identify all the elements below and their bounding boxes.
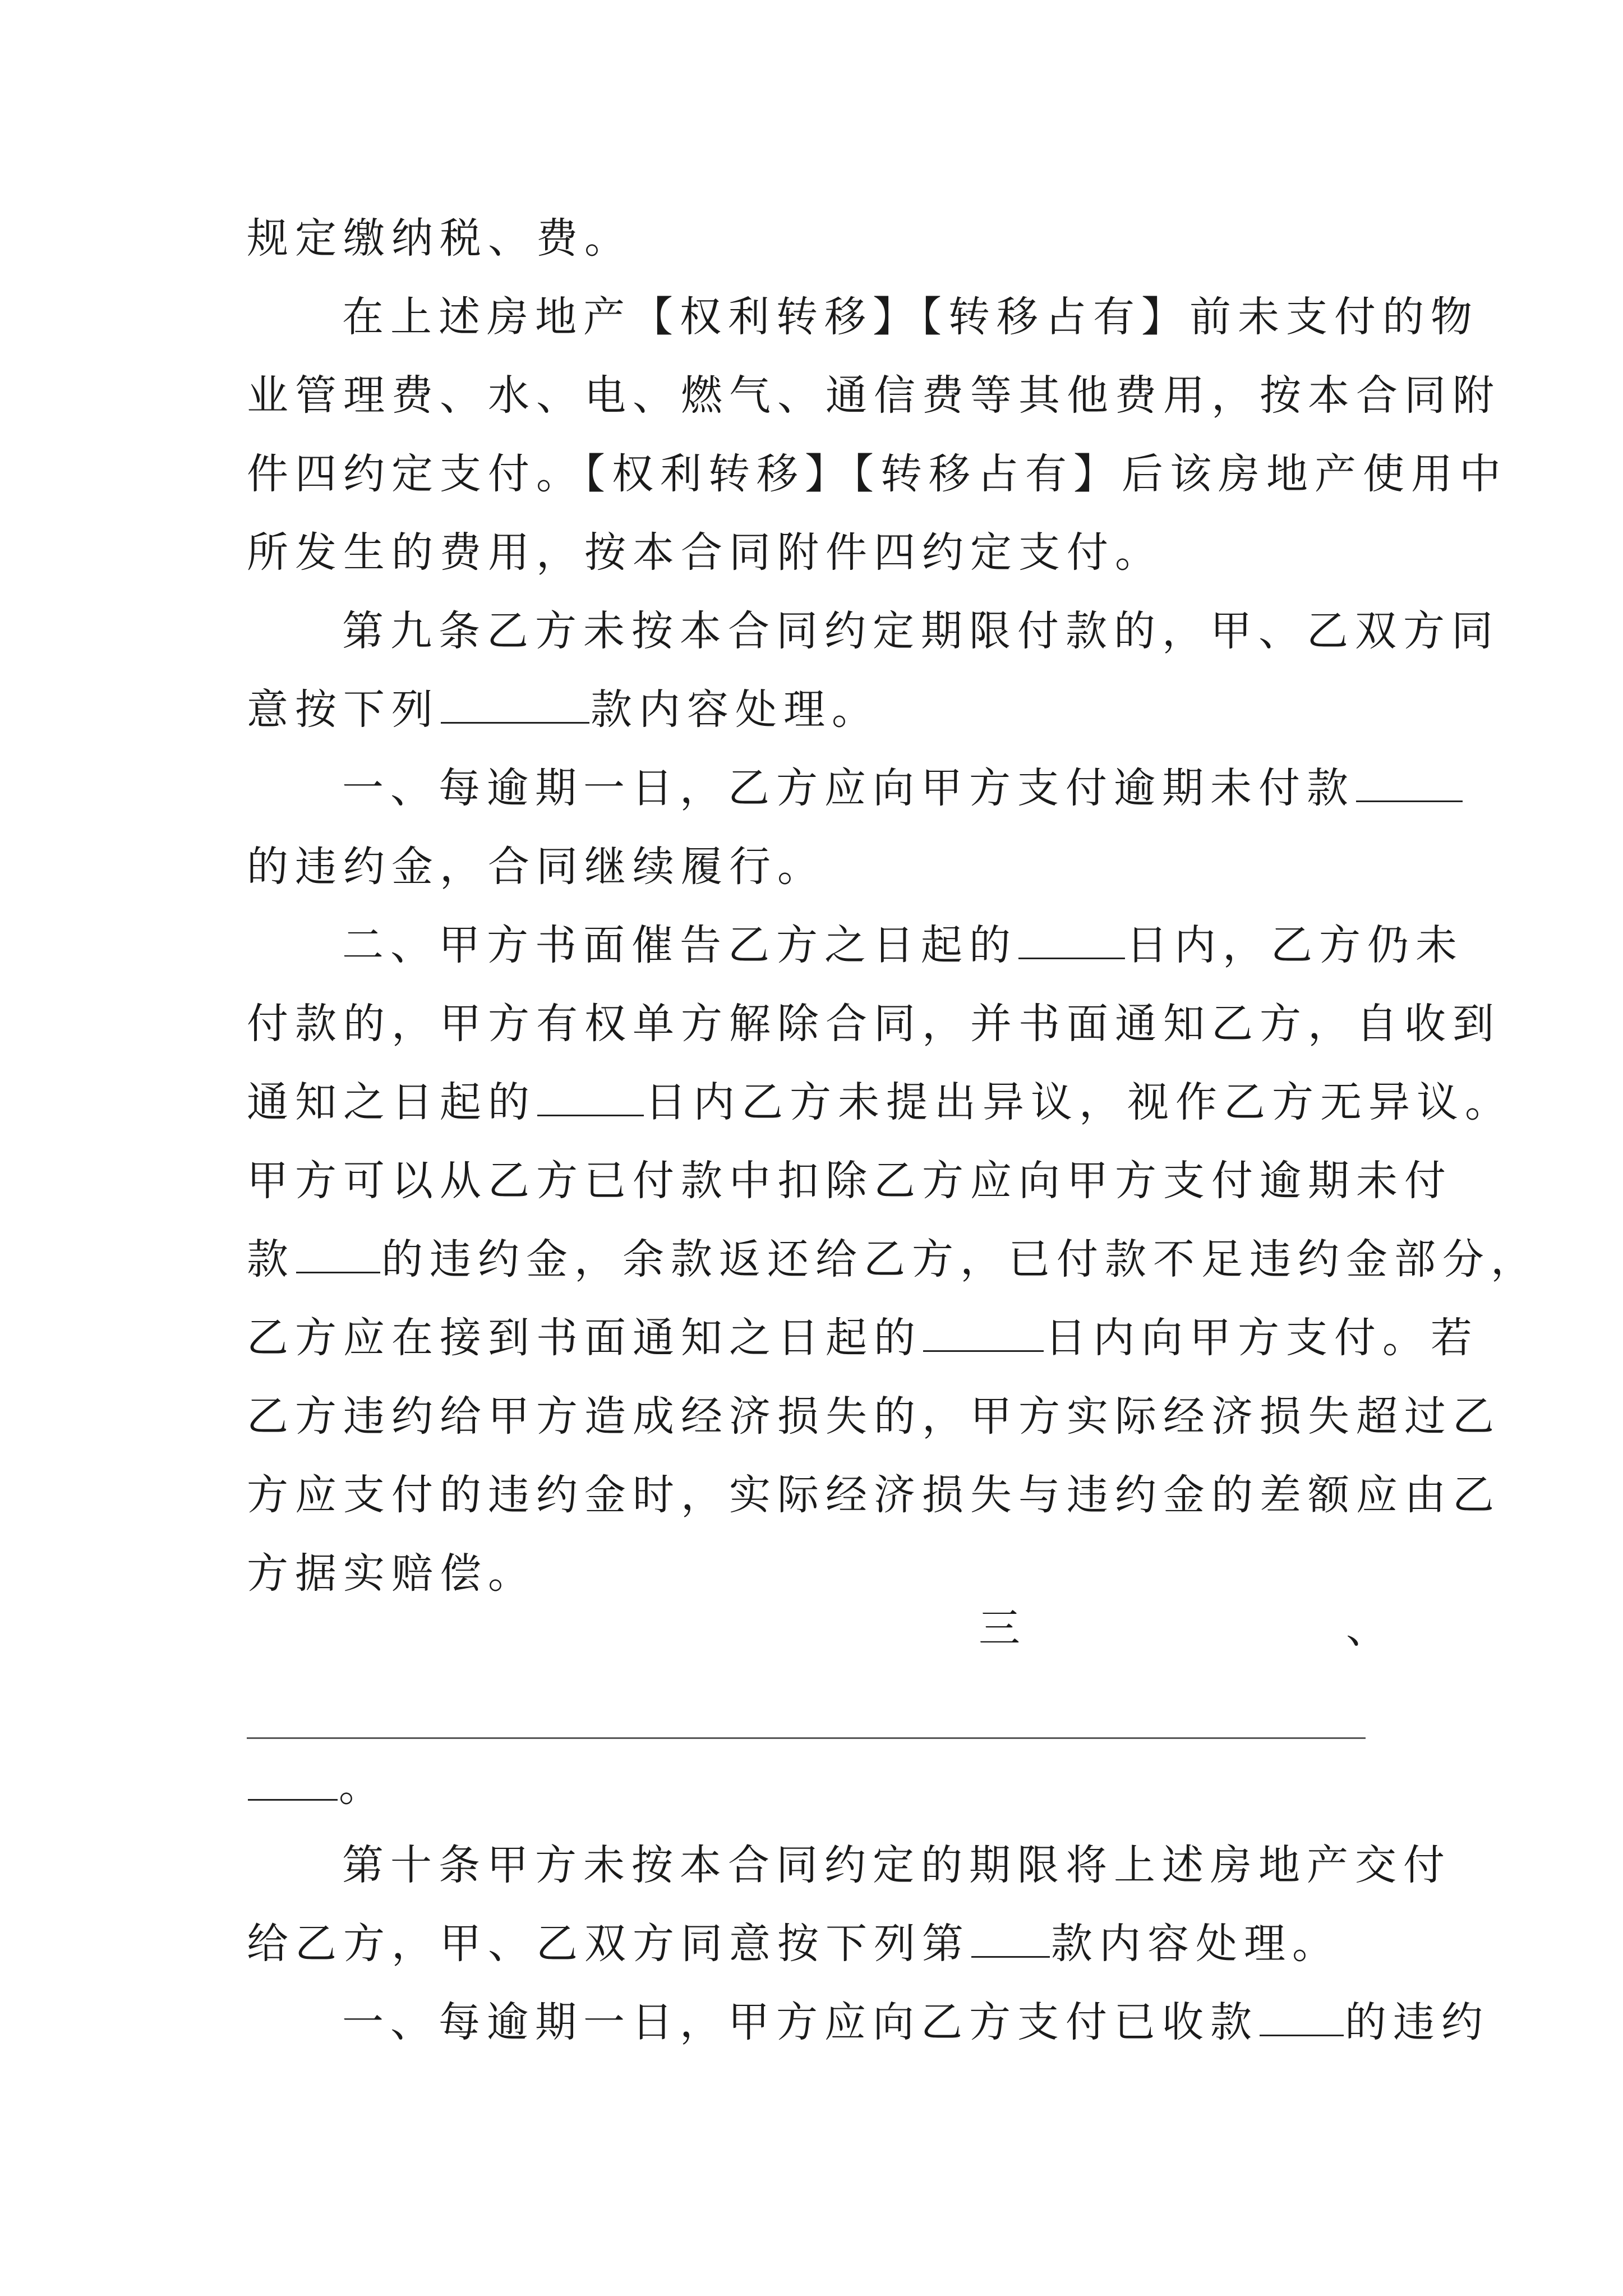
line-text: 规定缴纳税、费。 xyxy=(247,214,633,263)
text-line xyxy=(247,1467,1501,1523)
fill-in-blank[interactable] xyxy=(1260,1999,1344,2036)
line-text: 第九条乙方未按本合同约定期限付款的，甲、乙双方同 xyxy=(342,607,1500,655)
fill-in-blank[interactable] xyxy=(296,1236,380,1273)
enumeration-comma xyxy=(1346,1600,1623,1657)
text-line xyxy=(247,524,1385,581)
fill-in-blank[interactable] xyxy=(1356,765,1463,802)
text-line xyxy=(247,839,1385,895)
line-text: 的违约金，合同继续履行。 xyxy=(247,843,826,891)
line-text: 款 xyxy=(247,1235,295,1283)
line-text: 三 xyxy=(979,1604,1027,1653)
text-line xyxy=(247,1545,1385,1602)
line-text: 乙方违约给甲方造成经济损失的，甲方实际经济损失超过乙 xyxy=(247,1392,1501,1441)
text-line xyxy=(247,446,1507,502)
line-text: 乙方应在接到书面通知之日起的 xyxy=(247,1314,922,1362)
line-text: 在上述房地产【权利转移】【转移占有】前未支付的物 xyxy=(342,293,1479,341)
line-text: 付款的，甲方有权单方解除合同，并书面通知乙方，自收到 xyxy=(247,1000,1501,1048)
text-line xyxy=(247,1388,1501,1444)
text-line xyxy=(342,760,1385,816)
line-text: 给乙方，甲、乙双方同意按下列第 xyxy=(247,1920,970,1968)
fill-in-blank[interactable] xyxy=(248,1763,338,1801)
line-text: 一、每逾期一日，甲方应向乙方支付已收款 xyxy=(342,1998,1258,2046)
line-text: 、 xyxy=(1346,1604,1394,1653)
line-text: 方据实赔偿。 xyxy=(247,1549,536,1598)
line-text: 业管理费、水、电、燃气、通信费等其他费用，按本合同附 xyxy=(247,371,1501,420)
line-text: 日内，乙方仍未 xyxy=(1126,921,1464,969)
text-line xyxy=(247,1916,1385,1972)
line-text: 意按下列 xyxy=(247,685,440,734)
line-text: 甲方可以从乙方已付款中扣除乙方应向甲方支付逾期未付 xyxy=(247,1157,1453,1205)
line-text: 二、甲方书面催告乙方之日起的 xyxy=(342,921,1017,969)
text-line xyxy=(342,289,1479,345)
text-line xyxy=(247,210,1385,266)
text-line xyxy=(342,917,1464,973)
line-text: 第十条甲方未按本合同约定的期限将上述房地产交付 xyxy=(342,1841,1451,1889)
fill-in-blank[interactable] xyxy=(923,1314,1044,1352)
line-text: 一、每逾期一日，乙方应向甲方支付逾期未付款 xyxy=(342,764,1355,812)
text-line xyxy=(342,603,1500,659)
text-line xyxy=(247,1310,1479,1366)
fill-in-blank[interactable] xyxy=(537,1079,644,1116)
line-text: 款内容处理。 xyxy=(591,685,880,734)
fill-in-blank[interactable] xyxy=(971,1920,1050,1958)
text-line xyxy=(342,1994,1490,2050)
line-text: 款内容处理。 xyxy=(1051,1920,1340,1968)
line-text: 件四约定支付。【权利转移】【转移占有】后该房地产使用中 xyxy=(247,450,1507,498)
text-line xyxy=(247,996,1501,1052)
text-line xyxy=(247,1759,1385,1815)
line-text: 通知之日起的 xyxy=(247,1078,536,1126)
line-text: 。 xyxy=(339,1763,387,1811)
line-text: 的违约 xyxy=(1345,1998,1490,2046)
fill-in-line[interactable] xyxy=(247,1737,1366,1739)
text-line xyxy=(247,682,1385,738)
text-line xyxy=(247,367,1501,424)
line-text: 日内乙方未提出异议，视作乙方无异议。 xyxy=(645,1078,1513,1126)
text-line xyxy=(247,1231,1539,1287)
line-text: 所发生的费用，按本合同附件四约定支付。 xyxy=(247,528,1163,577)
fill-in-blank[interactable] xyxy=(441,686,589,724)
fill-in-blank[interactable] xyxy=(1018,922,1125,959)
line-text: 方应支付的违约金时，实际经济损失与违约金的差额应由乙 xyxy=(247,1471,1501,1519)
line-text: 的违约金，余款返还给乙方，已付款不足违约金部分， xyxy=(381,1235,1539,1283)
text-line xyxy=(342,1837,1451,1893)
text-line xyxy=(247,1074,1513,1130)
text-line xyxy=(247,1153,1453,1209)
line-text: 日内向甲方支付。若 xyxy=(1045,1314,1479,1362)
